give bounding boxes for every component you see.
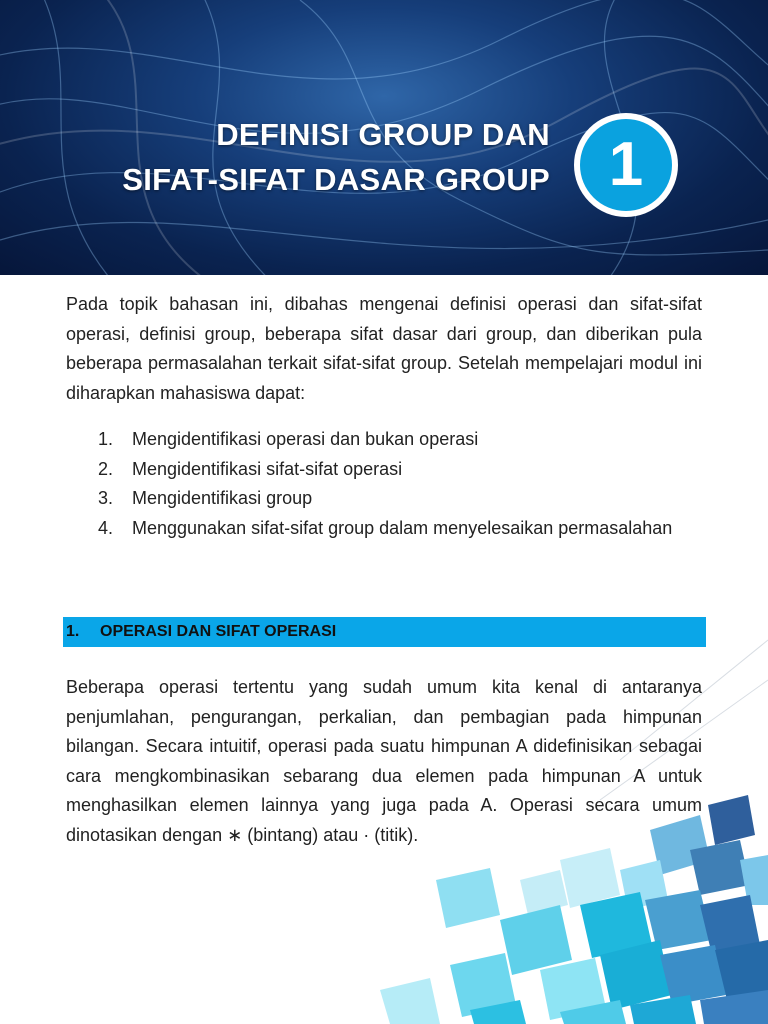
list-item-text: Mengidentifikasi group (132, 488, 313, 508)
document-title-line-1: DEFINISI GROUP DAN (216, 117, 550, 152)
list-item-text: Menggunakan sifat-sifat group dalam menyelesaikan permasalahan (132, 517, 673, 538)
section-heading (63, 617, 706, 647)
list-item (66, 484, 702, 514)
list-item (66, 455, 702, 485)
list-item-number: 4. (98, 517, 114, 538)
list-item-number: 3. (98, 488, 114, 508)
list-item-text: Mengidentifikasi operasi dan bukan operasi (132, 429, 479, 449)
document-title-line-2: SIFAT-SIFAT DASAR GROUP (122, 162, 550, 197)
list-item (66, 425, 702, 455)
list-item-number: 1. (98, 429, 114, 449)
learning-objectives-list (66, 425, 702, 543)
chapter-number-badge (574, 113, 678, 217)
intro-paragraph: Pada topik bahasan ini, dibahas mengenai definisi operasi dan sifat-sifat operasi, definisi group, beberapa sifat dasar dari group, dan diberikan pula beberapa permasalahan terkait sifat-sifat group. Setelah mempelajari modul ini diharapkan mahasiswa dapat: (66, 294, 702, 403)
header-banner (0, 0, 768, 275)
list-item (66, 514, 702, 544)
section-title: OPERASI DAN SIFAT OPERASI (100, 623, 337, 640)
list-item-number: 2. (98, 458, 114, 479)
chapter-number: 1 (580, 119, 672, 211)
section-paragraph: Beberapa operasi tertentu yang sudah umum kita kenal di antaranya penjumlahan, pengurangan, perkalian, dan pembagian pada himpunan bilangan. Secara intuitif, operasi pada suatu himpunan A didefinisikan sebagai cara mengkombinasikan sebarang dua elemen pada himpunan A untuk menghasilkan elemen lainnya yang juga pada A. Operasi secara umum dinotasikan dengan ∗ (bintang) atau · (titik). (66, 677, 702, 845)
section-number: 1. (66, 623, 80, 640)
list-item-text: Mengidentifikasi sifat-sifat operasi (132, 458, 403, 479)
